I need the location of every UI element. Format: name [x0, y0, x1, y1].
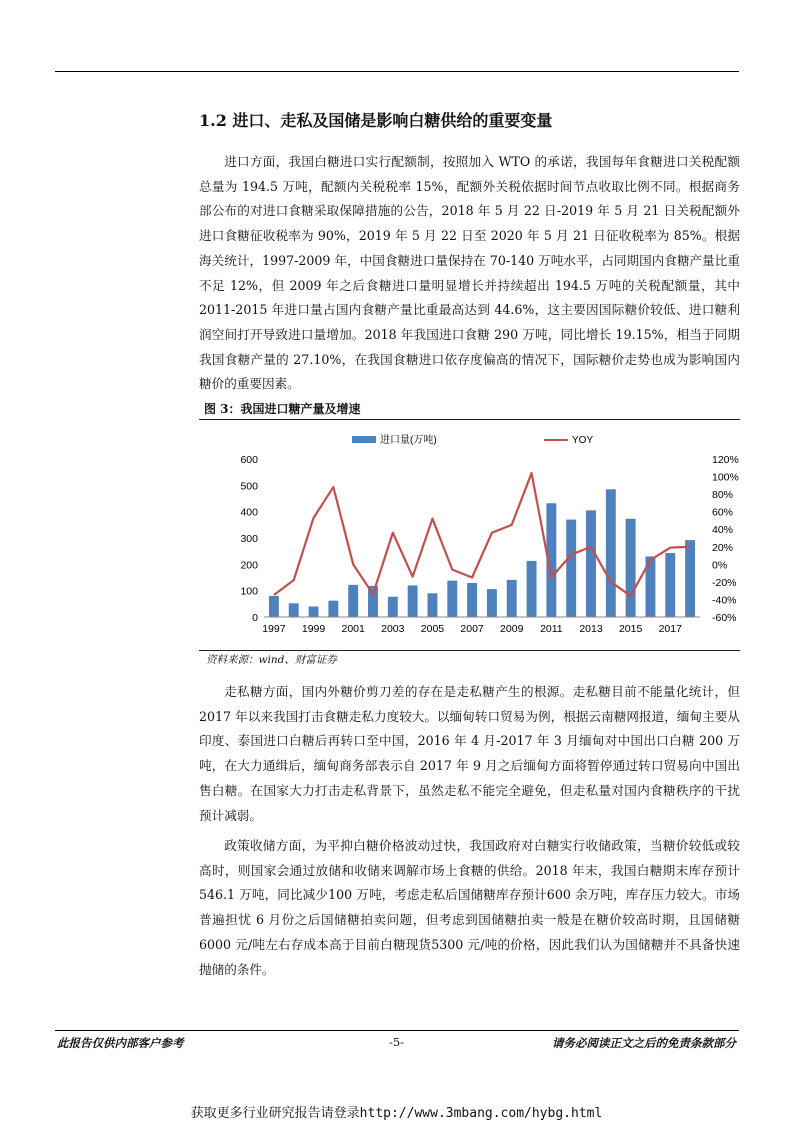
footer-left-note: 此报告仅供内部客户参考 — [57, 1036, 184, 1050]
left-tick-label: 200 — [240, 559, 258, 572]
import-bar — [685, 540, 695, 617]
right-tick-label: 60% — [712, 506, 734, 519]
x-tick-label: 1997 — [262, 623, 286, 635]
import-bar — [566, 520, 576, 617]
import-bar — [665, 553, 675, 617]
import-bar — [606, 489, 616, 617]
left-tick-label: 400 — [240, 506, 258, 519]
right-tick-label: 0% — [712, 559, 728, 572]
right-tick-label: -40% — [712, 594, 737, 607]
left-tick-label: 100 — [240, 585, 258, 598]
import-bar — [328, 601, 338, 617]
left-axis — [240, 454, 258, 624]
legend — [352, 433, 593, 446]
right-axis — [712, 454, 739, 624]
figure-source: 资料来源：wind、财富证券 — [206, 654, 337, 666]
import-bar — [348, 585, 358, 617]
legend-bar-label: 进口量(万吨) — [380, 435, 437, 446]
import-bar — [388, 597, 398, 617]
x-tick-label: 2007 — [460, 623, 484, 635]
x-axis — [262, 617, 700, 635]
smuggling-paragraph: 走私糖方面，国内外糖价剪刀差的存在是走私糖产生的根源。走私糖目前不能量化统计，但 2017 年以来我国打击食糖走私力度较大。以缅甸转口贸易为例，根据云南糖网报道，缅甸主要从印度、泰国进口白糖后再转口至中国，2016 年 4 月-2017 年 3 月缅甸对中国出口白糖 200 万吨，在大力通缉后，缅甸商务部表示自 2017 年 9 月之后缅甸方面将暂停通过转口贸易向中国出售白糖。在国家大力打击走私背景下，虽然走私不能完全避免，但走私量对国内食糖秩序的干扰预计减弱。 — [199, 684, 740, 823]
figure-top-rule — [199, 419, 740, 420]
import-bar — [487, 589, 497, 617]
x-tick-label: 2013 — [579, 623, 603, 635]
page-number: -5- — [388, 1035, 405, 1049]
x-tick-label: 2017 — [658, 623, 682, 635]
right-tick-label: 40% — [712, 524, 734, 537]
x-tick-label: 2011 — [540, 623, 563, 635]
import-bar — [507, 580, 517, 617]
figure-title: 图 3：我国进口糖产量及增速 — [204, 402, 361, 416]
import-bar — [408, 585, 418, 617]
import-bar — [467, 583, 477, 617]
import-bar — [586, 510, 596, 617]
import-chart — [200, 425, 740, 647]
section-title: 1.2 进口、走私及国储是影响白糖供给的重要变量 — [199, 111, 553, 130]
reserve-paragraph: 政策收储方面，为平抑白糖价格波动过快，我国政府对白糖实行收储政策，当糖价较低或较高时，则国家会通过放储和收储来调解市场上食糖的供给。2018 年末，我国白糖期末库存预计546.1 万吨，同比减少100 万吨，考虑走私后国储糖库存预计600 余万吨，库存压力较大。市场普遍担忧 6 月份之后国储糖拍卖问题，但考虑到国储糖拍卖一般是在糖价较高时期，且国储糖6000 元/吨左右存成本高于目前白糖现货5300 元/吨的价格，因此我们认为国储糖并不具备快速抛储的条件。 — [199, 838, 740, 977]
footer-rule — [55, 1030, 739, 1031]
x-tick-label: 2009 — [500, 623, 524, 635]
import-bar — [626, 519, 636, 617]
right-tick-label: -20% — [712, 576, 737, 589]
x-tick-label: 2015 — [618, 623, 643, 635]
legend-line-label: YOY — [572, 435, 594, 446]
import-bar — [289, 603, 299, 617]
right-tick-label: 100% — [712, 471, 739, 484]
import-bar — [447, 581, 457, 617]
header-rule — [55, 71, 739, 72]
x-tick-label: 2001 — [341, 623, 365, 635]
footer-disclaimer: 请务必阅读正文之后的免责条款部分 — [552, 1036, 736, 1050]
legend-bar-swatch — [352, 436, 376, 443]
import-paragraph: 进口方面，我国白糖进口实行配额制，按照加入 WTO 的承诺，我国每年食糖进口关税配额总量为 194.5 万吨，配额内关税税率 15%，配额外关税依据时间节点收取比例不同。根据商务部公布的对进口食糖采取保障措施的公告，2018 年 5 月 22 日-2019 年 5 月 21 日关税配额外进口食糖征收税率为 90%，2019 年 5 月 22 日至 2020 年 5 月 21 日征收税率为 85%。根据海关统计，1997-2009 年，中国食糖进口量保持在 70-140 万吨水平，占同期国内食糖产量比重不足 12%，但 2009 年之后食糖进口量明显增长并持续超出 194.5 万吨的关税配额量，其中 2011-2015 年进口量占国内食糖产量比重最高达到 44.6%，这主要因国际糖价较低、进口糖利润空间打开导致进口量增加。2018 年我国进口食糖 290 万吨，同比增长 19.15%，相当于同期我国食糖产量的 27.10%，在我国食糖进口依存度偏高的情况下，国际糖价走势也成为影响国内糖价的重要因素。 — [199, 154, 740, 392]
x-tick-label: 1999 — [301, 623, 326, 635]
right-tick-label: -60% — [712, 612, 737, 624]
x-tick-label: 2003 — [381, 623, 405, 635]
left-tick-label: 0 — [252, 612, 258, 624]
watermark-link[interactable]: 获取更多行业研究报告请登录http://www.3mbang.com/hybg.html — [190, 1106, 603, 1121]
x-tick-label: 2005 — [420, 623, 445, 635]
import-bar — [269, 596, 279, 617]
import-bar — [527, 561, 537, 617]
import-bar — [428, 593, 438, 617]
figure-bottom-rule — [199, 650, 740, 651]
right-tick-label: 120% — [712, 454, 739, 466]
left-tick-label: 300 — [240, 533, 258, 545]
left-tick-label: 600 — [240, 454, 258, 466]
right-tick-label: 20% — [712, 541, 734, 554]
right-tick-label: 80% — [712, 489, 734, 502]
left-tick-label: 500 — [240, 480, 258, 493]
import-bar — [309, 606, 319, 617]
